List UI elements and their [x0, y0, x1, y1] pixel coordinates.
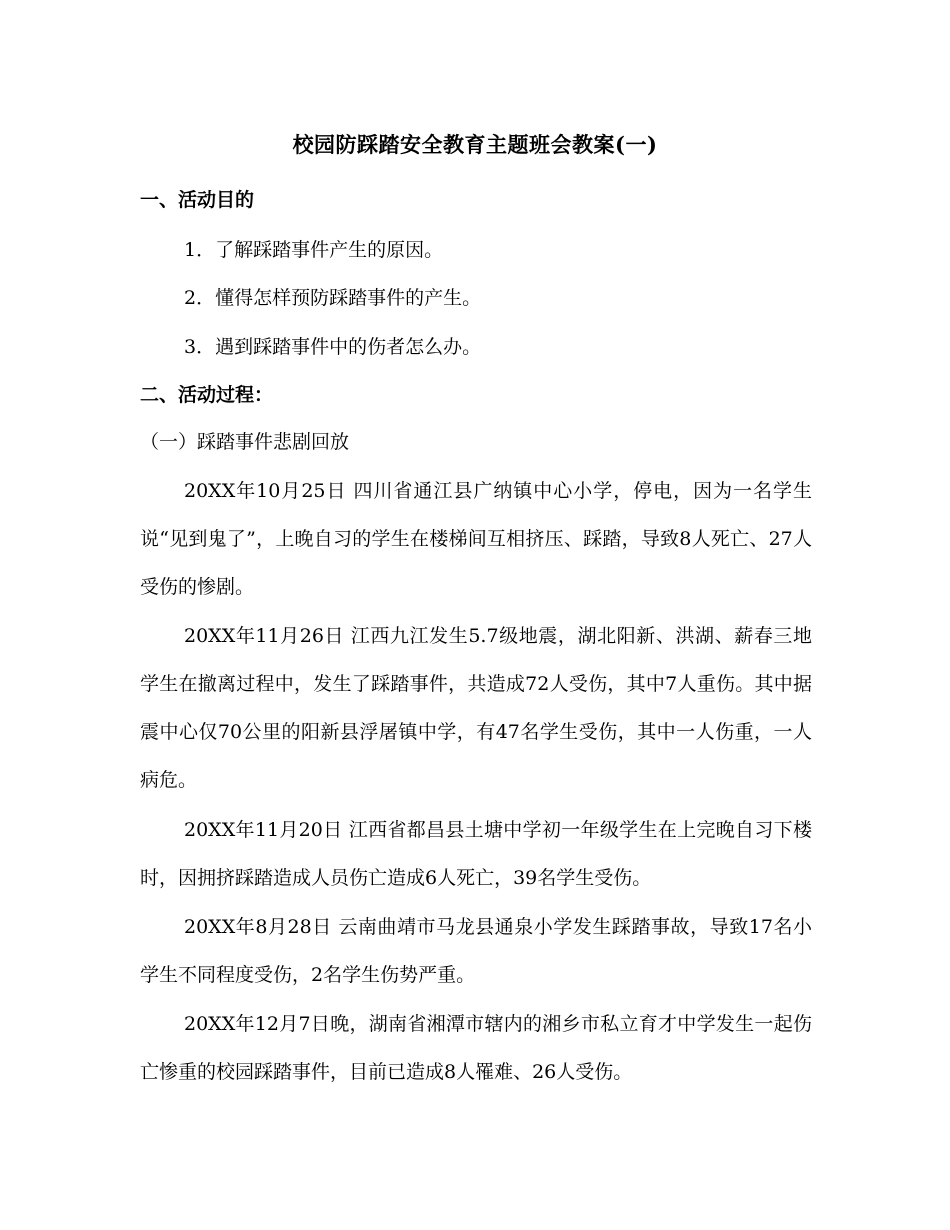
incident-paragraph-3: 20XX年11月20日 江西省都昌县土塘中学初一年级学生在上完晚自习下楼时，因拥挤踩踏造成人员伤亡造成6人死亡，39名学生受伤。: [140, 819, 812, 889]
section-heading-process: 二、活动过程：: [140, 384, 274, 406]
incident-paragraph-1: 20XX年10月25日 四川省通江县广纳镇中心小学，停电，因为一名学生说“见到鬼了”，上晚自习的学生在楼梯间互相挤压、踩踏，导致8人死亡、27人受伤的惨剧。: [140, 480, 812, 598]
incident-paragraph-5: 20XX年12月7日晚，湖南省湘潭市辖内的湘乡市私立育才中学发生一起伤亡惨重的校园踩踏事件，目前已造成8人罹难、26人受伤。: [140, 1013, 812, 1083]
subsection-heading-replay: （一）踩踏事件悲剧回放: [140, 431, 350, 453]
section-heading-purpose: 一、活动目的: [140, 189, 255, 211]
purpose-item-1: 1．了解踩踏事件产生的原因。: [184, 239, 444, 261]
incident-paragraph-4: 20XX年8月28日 云南曲靖市马龙县通泉小学发生踩踏事故，导致17名小学生不同程度受伤，2名学生伤势严重。: [140, 916, 812, 986]
purpose-item-3: 3．遇到踩踏事件中的伤者怎么办。: [184, 336, 482, 358]
incident-paragraph-2: 20XX年11月26日 江西九江发生5.7级地震，湖北阳新、洪湖、薪春三地学生在撤离过程中，发生了踩踏事件，共造成72人受伤，其中7人重伤。其中据震中心仅70公里的阳新县浮屠镇中学，有47名学生受伤，其中一人伤重，一人病危。: [140, 625, 812, 791]
document-title: 校园防踩踏安全教育主题班会教案(一): [292, 132, 658, 157]
purpose-item-2: 2．懂得怎样预防踩踏事件的产生。: [184, 287, 482, 309]
